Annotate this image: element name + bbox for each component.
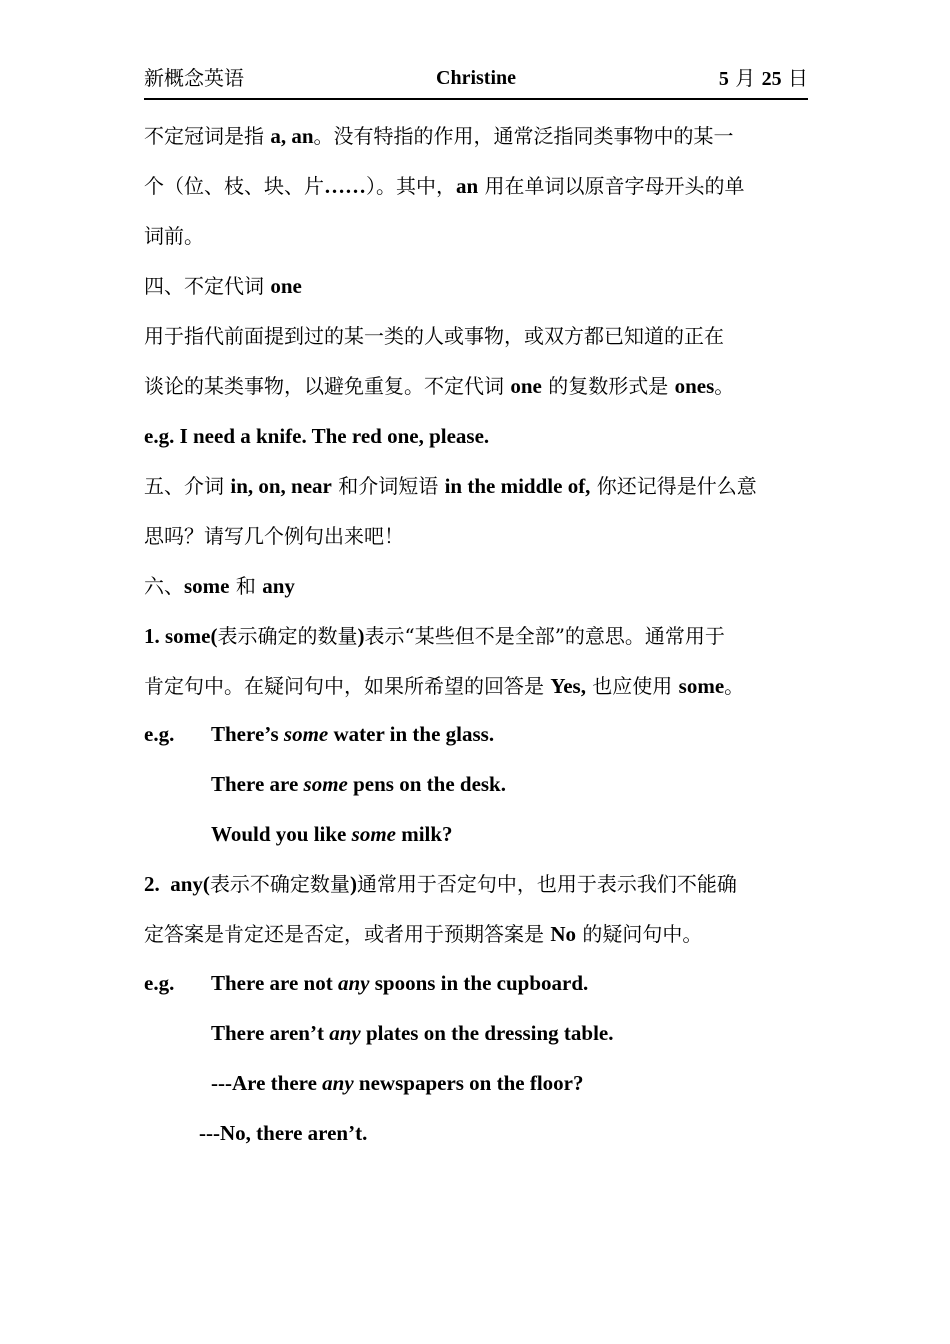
header-course-title: 新概念英语 bbox=[144, 66, 244, 90]
example-label-some: e.g. bbox=[144, 722, 175, 746]
header-date: 5 月 25 日 bbox=[718, 66, 808, 90]
section-4-title: 四、不定代词 one bbox=[144, 274, 302, 298]
example-any-2: There aren’t any plates on the dressing table. bbox=[211, 1021, 614, 1045]
example-any-4: ---No, there aren’t. bbox=[199, 1121, 368, 1145]
s4-example: e.g. I need a knife. The red one, please. bbox=[144, 424, 490, 448]
s3-line-3: 词前。 bbox=[144, 224, 204, 248]
example-some-1: There’s some water in the glass. bbox=[211, 722, 495, 746]
s3-line-2: 个（位、枝、块、片……）。其中，an 用在单词以原音字母开头的单 bbox=[144, 174, 745, 198]
s3-line-1: 不定冠词是指 a, an。没有特指的作用，通常泛指同类事物中的某一 bbox=[144, 124, 734, 148]
s6-p1-line-2: 肯定句中。在疑问句中，如果所希望的回答是 Yes, 也应使用 some。 bbox=[144, 674, 745, 698]
example-label-any: e.g. bbox=[144, 971, 175, 995]
s5-line-2: 思吗？请写几个例句出来吧！ bbox=[144, 524, 404, 548]
example-any-1: There are not any spoons in the cupboard. bbox=[211, 971, 589, 995]
s4-line-2: 谈论的某类事物，以避免重复。不定代词 one 的复数形式是 ones。 bbox=[144, 374, 735, 398]
s6-p2-line-1: 2. any(表示不确定数量)通常用于否定句中，也用于表示我们不能确 bbox=[144, 872, 737, 896]
s4-line-1: 用于指代前面提到过的某一类的人或事物，或双方都已知道的正在 bbox=[144, 324, 724, 348]
s6-p1-line-1: 1. some(表示确定的数量)表示“某些但不是全部”的意思。通常用于 bbox=[144, 624, 725, 648]
section-6-title: 六、some 和 any bbox=[144, 574, 295, 598]
s6-p2-line-2: 定答案是肯定还是否定，或者用于预期答案是 No 的疑问句中。 bbox=[144, 922, 703, 946]
example-some-2: There are some pens on the desk. bbox=[211, 772, 506, 796]
page-header bbox=[144, 62, 808, 100]
example-some-3: Would you like some milk? bbox=[211, 822, 453, 846]
example-any-3: ---Are there any newspapers on the floor? bbox=[211, 1071, 584, 1095]
s5-line-1: 五、介词 in, on, near 和介词短语 in the middle of, 你还记得是什么意 bbox=[144, 474, 757, 498]
header-author: Christine bbox=[436, 67, 516, 89]
